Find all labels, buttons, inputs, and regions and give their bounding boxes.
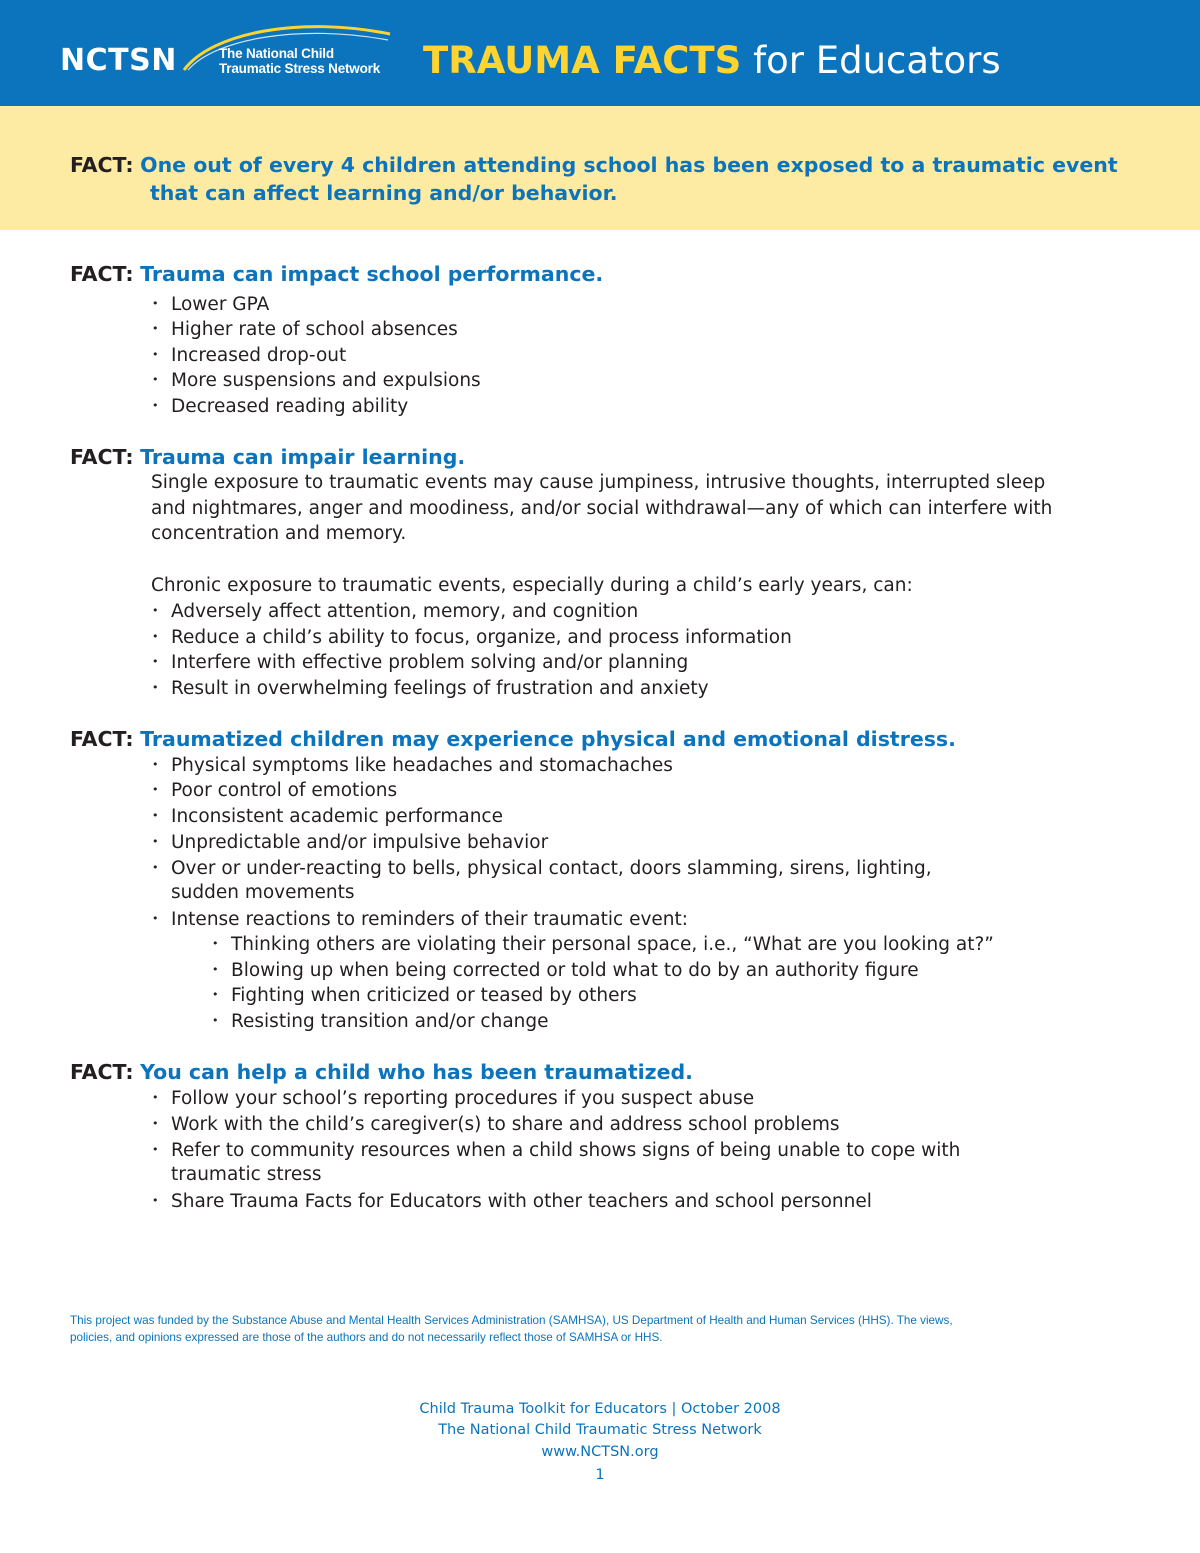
footer-network-line: The National Child Traumatic Stress Network xyxy=(438,1422,762,1438)
header-bar xyxy=(0,0,1200,106)
list-item: • Unpredictable and/or impulsive behavior xyxy=(152,829,548,856)
section-heading-text: Trauma can impair learning. xyxy=(140,445,466,469)
section-heading-text: Trauma can impact school performance. xyxy=(140,262,604,286)
section-1-heading xyxy=(70,260,603,288)
band-fact-text-1: One out of every 4 children attending school has been exposed to a traumatic event xyxy=(140,153,1118,177)
list-item: • Over or under-reacting to bells, physical contact, doors slamming, sirens, lighting, xyxy=(152,855,932,882)
section-3-heading xyxy=(70,725,956,753)
logo-subtitle-line-1: The National Child xyxy=(219,46,334,61)
page-number: 1 xyxy=(595,1467,605,1483)
footer-url-link[interactable]: www.NCTSN.org xyxy=(541,1444,659,1460)
fact-label: FACT: xyxy=(70,1060,134,1084)
section-4-heading xyxy=(70,1058,693,1086)
disclaimer-line-2: policies, and opinions expressed are those of the authors and do not necessarily reflect those of SAMHSA or HHS. xyxy=(70,1331,663,1344)
paragraph-line: Single exposure to traumatic events may cause jumpiness, intrusive thoughts, interrupted sleep xyxy=(151,472,1046,493)
sub-list-item: • Thinking others are violating their personal space, i.e., “What are you looking at?” xyxy=(212,931,994,958)
band-fact-line-1 xyxy=(70,151,1118,179)
list-item-continuation: traumatic stress xyxy=(171,1164,322,1185)
fact-label: FACT: xyxy=(70,445,134,469)
sub-list-item: • Resisting transition and/or change xyxy=(212,1008,549,1035)
list-item: • Follow your school’s reporting procedures if you suspect abuse xyxy=(152,1085,754,1112)
list-item: • Increased drop-out xyxy=(152,342,346,369)
list-item: • Physical symptoms like headaches and stomachaches xyxy=(152,752,673,779)
paragraph-line: concentration and memory. xyxy=(151,523,407,544)
sub-list-item: • Fighting when criticized or teased by others xyxy=(212,982,637,1009)
title-strong: TRAUMA FACTS xyxy=(423,39,742,82)
list-item: • Refer to community resources when a child shows signs of being unable to cope with xyxy=(152,1137,960,1164)
disclaimer-line-1: This project was funded by the Substance Abuse and Mental Health Services Administration (SAMHSA), US Department of Health and Human Services (HHS). The views, xyxy=(70,1314,953,1327)
list-item: • Higher rate of school absences xyxy=(152,316,458,343)
list-item: • Inconsistent academic performance xyxy=(152,803,503,830)
list-item: • Adversely affect attention, memory, and cognition xyxy=(152,598,638,625)
band-fact-text-2: that can affect learning and/or behavior. xyxy=(150,181,618,205)
list-item: • Lower GPA xyxy=(152,291,269,318)
list-item: • More suspensions and expulsions xyxy=(152,367,481,394)
list-item: • Intense reactions to reminders of their traumatic event: xyxy=(152,906,688,933)
logo-subtitle-line-2: Traumatic Stress Network xyxy=(219,61,381,76)
band-fact-line-2 xyxy=(150,179,618,207)
list-item: • Result in overwhelming feelings of frustration and anxiety xyxy=(152,675,709,702)
paragraph-line: and nightmares, anger and moodiness, and/or social withdrawal—any of which can interfere with xyxy=(151,498,1053,519)
section-heading-text: You can help a child who has been traumatized. xyxy=(140,1060,693,1084)
list-item: • Work with the child’s caregiver(s) to share and address school problems xyxy=(152,1111,840,1138)
list-item: • Share Trauma Facts for Educators with other teachers and school personnel xyxy=(152,1188,872,1215)
list-item: • Reduce a child’s ability to focus, organize, and process information xyxy=(152,624,792,651)
section-2-heading xyxy=(70,443,465,471)
footer-toolkit-line: Child Trauma Toolkit for Educators | October 2008 xyxy=(419,1401,781,1417)
list-item: • Poor control of emotions xyxy=(152,777,397,804)
nctsn-logo: NCTSN xyxy=(60,43,177,78)
fact-label: FACT: xyxy=(70,727,134,751)
title-rest: for Educators xyxy=(741,39,1001,82)
logo-subtitle xyxy=(219,46,380,76)
list-item: • Decreased reading ability xyxy=(152,393,408,420)
funding-disclaimer xyxy=(70,1312,1140,1346)
fact-label: FACT: xyxy=(70,153,134,177)
highlight-band xyxy=(0,106,1200,230)
fact-label: FACT: xyxy=(70,262,134,286)
paragraph-intro: Chronic exposure to traumatic events, especially during a child’s early years, can: xyxy=(151,575,913,596)
document-title xyxy=(423,38,1001,84)
list-item: • Interfere with effective problem solving and/or planning xyxy=(152,649,688,676)
list-item-continuation: sudden movements xyxy=(171,882,355,903)
sub-list-item: • Blowing up when being corrected or told what to do by an authority figure xyxy=(212,957,919,984)
section-heading-text: Traumatized children may experience physical and emotional distress. xyxy=(140,727,956,751)
